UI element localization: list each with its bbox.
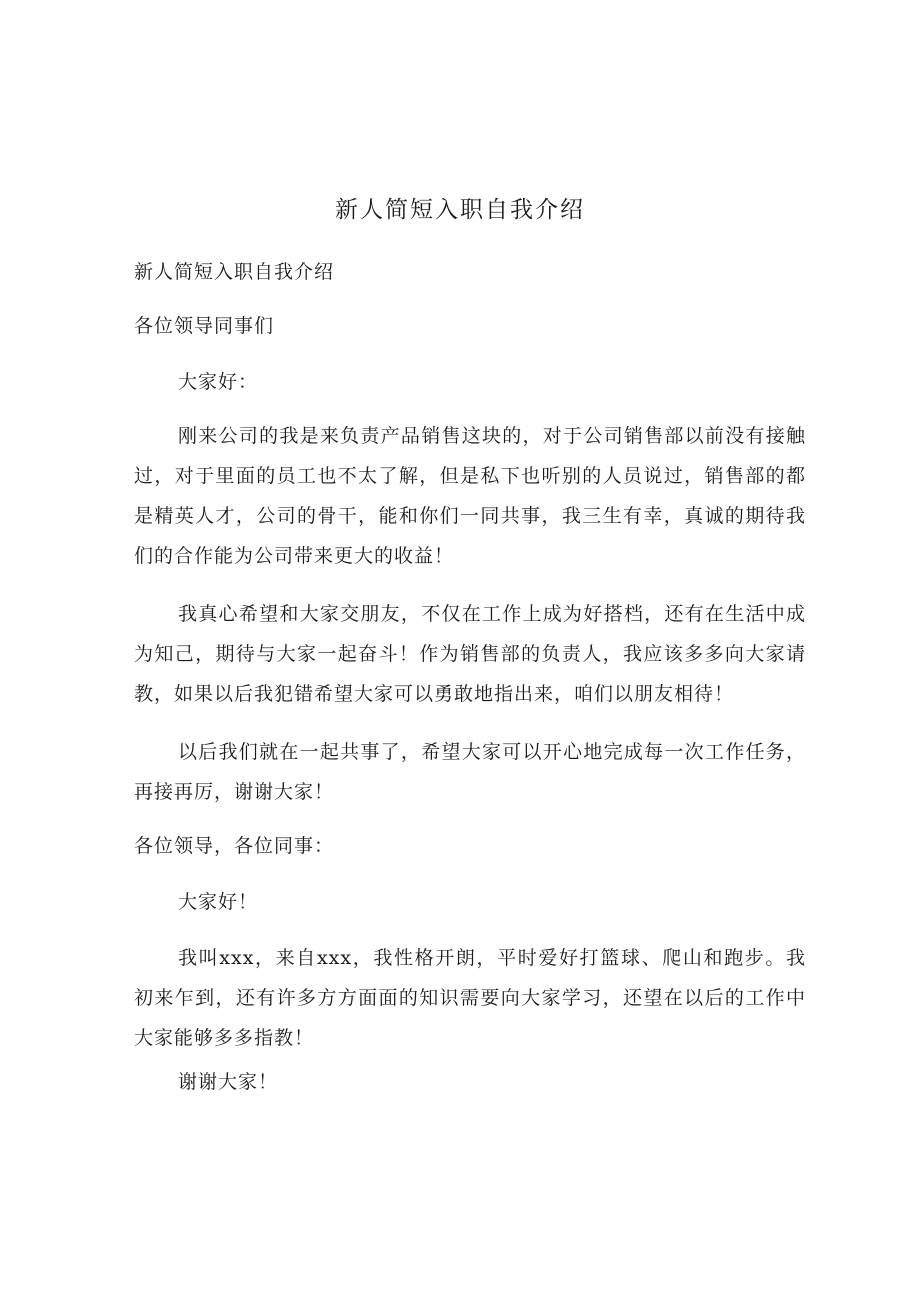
paragraph-2: 我真心希望和大家交朋友，不仅在工作上成为好搭档，还有在生活中成为知己，期待与大家一起奋斗！作为销售部的负责人，我应该多多向大家请教，如果以后我犯错希望大家可以勇敢地指出来，咱们以朋友相待！ [134, 603, 806, 705]
document-title: 新人简短入职自我介绍 [335, 197, 585, 223]
subtitle: 新人简短入职自我介绍 [134, 261, 335, 283]
paragraph-4: 我叫xxx，来自xxx，我性格开朗，平时爱好打篮球、爬山和跑步。我初来乍到，还有许多方方面面的知识需要向大家学习，还望在以后的工作中大家能够多多指教！ [134, 947, 806, 1049]
paragraph-3: 以后我们就在一起共事了，希望大家可以开心地完成每一次工作任务，再接再厉，谢谢大家！ [134, 741, 806, 803]
paragraph-1: 刚来公司的我是来负责产品销售这块的，对于公司销售部以前没有接触过，对于里面的员工也不太了解，但是私下也听别的人员说过，销售部的都是精英人才，公司的骨干，能和你们一同共事，我三生有幸，真诚的期待我们的合作能为公司带来更大的收益！ [134, 425, 806, 567]
closing: 谢谢大家！ [178, 1071, 279, 1093]
greeting-2: 大家好！ [178, 891, 259, 913]
salutation-2: 各位领导，各位同事： [134, 835, 335, 857]
salutation-1: 各位领导同事们 [134, 315, 275, 337]
greeting-1: 大家好： [178, 371, 259, 393]
